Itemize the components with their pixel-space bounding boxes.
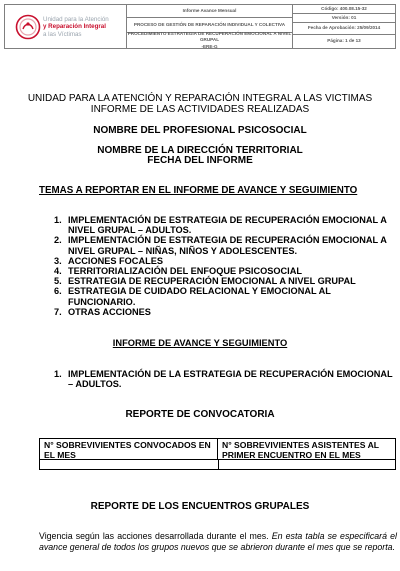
header-code: Código: 400.08.15-32 — [293, 5, 395, 14]
description-normal: Vigencia según las acciones desarrollada durante el mes. — [39, 531, 269, 541]
description-italic: En esta tabla se especificará el avance general de todos los grupos nuevos que se abrieron durante el mes que se reporta. — [39, 531, 397, 552]
convocatoria-heading: REPORTE DE CONVOCATORIA — [125, 409, 275, 420]
logo-line-2: y Reparación Integral — [43, 23, 106, 31]
header-procedure — [127, 33, 292, 48]
doc-title-line-2: INFORME DE LAS ACTIVIDADES REALIZADAS — [90, 104, 310, 115]
encuentros-description — [39, 531, 397, 553]
list-item: 4. TERRITORIALIZACIÓN DEL ENFOQUE PSICOSOCIAL — [54, 266, 302, 277]
fecha-informe-label: FECHA DEL INFORME — [147, 155, 253, 166]
list-item: 3. ACCIONES FOCALES — [54, 255, 163, 266]
logo-cell — [5, 5, 127, 48]
list-item: 6. ESTRATEGIA DE CUIDADO RELACIONAL Y EMOCIONAL AL FUNCIONARIO. — [54, 286, 331, 307]
temas-heading: TEMAS A REPORTAR EN EL INFORME DE AVANCE Y SEGUIMIENTO — [39, 185, 358, 196]
list-item: 1. IMPLEMENTACIÓN DE ESTRATEGIA DE RECUPERACIÓN EMOCIONAL A NIVEL GRUPAL – ADULTOS. — [54, 215, 387, 236]
logo-line-3: a las Víctimas — [43, 30, 82, 38]
list-item: 7. OTRAS ACCIONES — [54, 306, 151, 317]
profesional-name-label: NOMBRE DEL PROFESIONAL PSICOSOCIAL — [93, 125, 307, 136]
unidad-victimas-logo-icon — [15, 14, 41, 40]
header-title: Informe Avance Mensual — [127, 5, 292, 18]
conv-header-asistentes: N° SOBREVIVIENTES ASISTENTES AL PRIMER ENCUENTRO EN EL MES — [218, 439, 395, 460]
encuentros-heading: REPORTE DE LOS ENCUENTROS GRUPALES — [90, 501, 310, 512]
header-procedure-text: PROCEDIMIENTO ESTRATEGIA DE RECUPERACIÓN EMOCIONAL A NIVEL GRUPAL — [127, 31, 292, 43]
doc-title-line-1: UNIDAD PARA LA ATENCIÓN Y REPARACIÓN INTEGRAL A LAS VICTIMAS — [27, 93, 373, 104]
header-procedure-code: -ERE-G — [201, 43, 218, 49]
informe-list — [54, 369, 396, 389]
header-process: PROCESO DE GESTIÓN DE REPARACIÓN INDIVIDUAL Y COLECTIVA — [127, 18, 292, 33]
informe-heading: INFORME DE AVANCE Y SEGUIMIENTO — [112, 338, 288, 348]
conv-header-convocados: N° SOBREVIVIENTES CONVOCADOS EN EL MES — [40, 439, 218, 460]
list-item: 2. IMPLEMENTACIÓN DE ESTRATEGIA DE RECUPERACIÓN EMOCIONAL A NIVEL GRUPAL – NIÑAS, NIÑOS Y ADOLESCENTES. — [54, 235, 387, 256]
header-page: Página: 1 de 13 — [327, 38, 361, 44]
header-right — [292, 5, 395, 48]
list-item: 5. ESTRATEGIA DE RECUPERACIÓN EMOCIONAL A NIVEL GRUPAL — [54, 276, 356, 287]
header-middle — [127, 5, 292, 48]
logo-line-1: Unidad para la Atención — [43, 16, 109, 23]
list-item: 1. IMPLEMENTACIÓN DE LA ESTRATEGIA DE RECUPERACIÓN EMOCIONAL – ADULTOS. — [54, 369, 393, 390]
conv-empty-cell — [40, 460, 219, 469]
document-header — [4, 4, 396, 49]
logo-text — [43, 16, 127, 38]
temas-list — [54, 215, 396, 317]
header-version: Versión: 01 — [293, 14, 395, 23]
header-approval-date: Fecha de Aprobación: 25/09/2014 — [293, 23, 395, 35]
direccion-territorial-label: NOMBRE DE LA DIRECCIÓN TERRITORIAL — [97, 145, 303, 156]
convocatoria-table — [39, 438, 396, 470]
